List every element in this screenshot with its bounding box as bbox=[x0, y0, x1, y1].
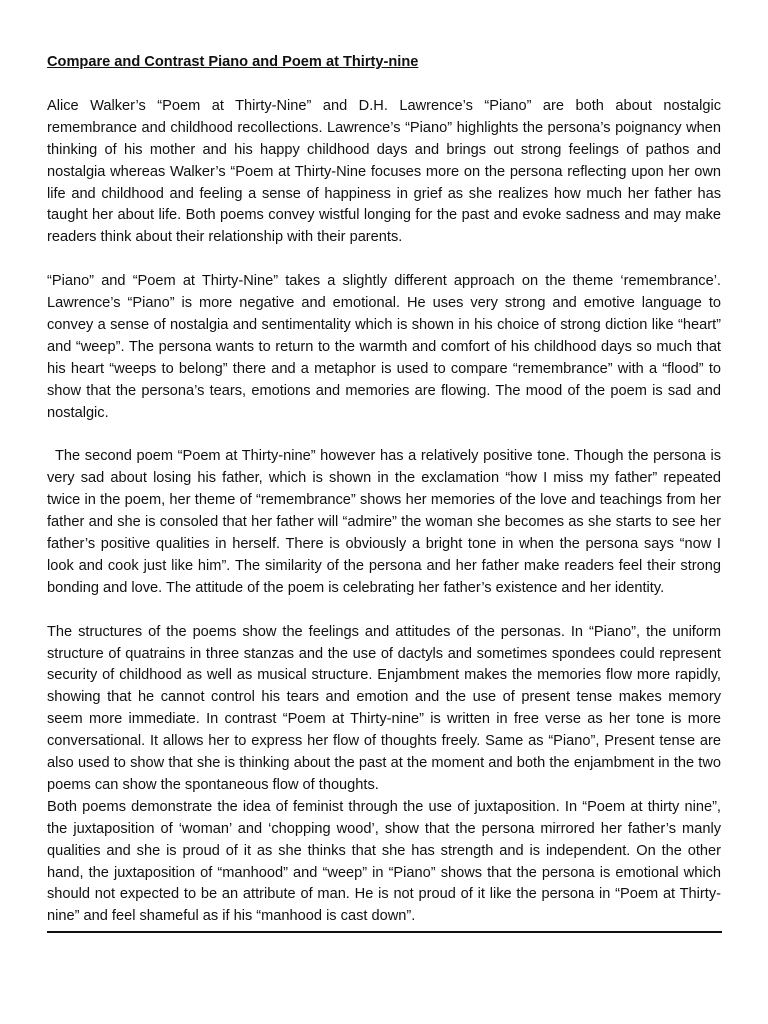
bottom-rule-divider bbox=[47, 931, 722, 933]
document-title: Compare and Contrast Piano and Poem at Thirty-nine bbox=[47, 54, 419, 70]
paragraph-poem-thirty-nine-tone: The second poem “Poem at Thirty-nine” however has a relatively positive tone. Though the persona is very sad about losing his father, which is shown in the exclamation “how I miss my father” repeated twice in the poem, her theme of “remembrance” shows her memories of the love and teachings from her father and she is consoled that her father will “admire” the woman she becomes as she starts to see her father’s positive qualities in herself. There is obviously a bright tone in when the persona says “now I look and cook just like him”. The similarity of the persona and her father make readers feel their strong bonding and love. The attitude of the poem is celebrating her father’s existence and her identity. bbox=[47, 448, 721, 596]
paragraph-introduction: Alice Walker’s “Poem at Thirty-Nine” and D.H. Lawrence’s “Piano” are both about nostalgic remembrance and childhood recollections. Lawrence’s “Piano” highlights the persona’s poignancy when thinking of his mother and his happy childhood days and brings out strong feelings of pathos and nostalgia whereas Walker’s “Poem at Thirty-Nine focuses more on the persona reflecting upon her own life and childhood and feeling a sense of happiness in grief as she realizes how much her father has taught her about life. Both poems convey wistful longing for the past and evoke sadness and may make readers think about their relationship with their parents. bbox=[47, 97, 721, 246]
paragraph-juxtaposition: Both poems demonstrate the idea of feminist through the use of juxtaposition. In “Poem at thirty nine”, the juxtaposition of ‘woman’ and ‘chopping wood’, show that the persona mirrored her father’s manly qualities and she is proud of it as she thinks that she has strength and is independent. On the other hand, the juxtaposition of “manhood” and “weep” in “Piano” shows that the persona is emotional which should not expected to be an attribute of man. He is not proud of it like the persona in “Poem at Thirty-nine” and feel shameful as if his “manhood is cast down”. bbox=[47, 798, 721, 925]
paragraph-structures: The structures of the poems show the feelings and attitudes of the personas. In “Piano”, the uniform structure of quatrains in three stanzas and the use of dactyls and sometimes spondees could represent security of childhood as well as musical structure. Enjambment makes the memories flow more rapidly, showing that he cannot control his tears and emotion and the use of present tense makes memory seem more immediate. In contrast “Poem at Thirty-nine” is written in free verse as her tone is more conversational. It allows her to express her flow of thoughts freely. Same as “Piano”, Present tense are also used to show that she is thinking about the past at the moment and both the enjambment in the two poems can show the spontaneous flow of thoughts. bbox=[47, 623, 721, 793]
document-page bbox=[47, 52, 721, 933]
paragraph-piano-remembrance: “Piano” and “Poem at Thirty-Nine” takes a slightly different approach on the theme ‘remembrance’. Lawrence’s “Piano” is more negative and emotional. He uses very strong and emotive language to convey a sense of nostalgia and sentimentality which is shown in his choice of strong diction like “heart” and “weep”. The persona wants to return to the warmth and comfort of his childhood days so much that his heart “weeps to belong” there and a metaphor is used to compare “remembrance” with a “flood” to show that the persona’s tears, emotions and memories are flowing. The mood of the poem is sad and nostalgic. bbox=[47, 273, 721, 421]
